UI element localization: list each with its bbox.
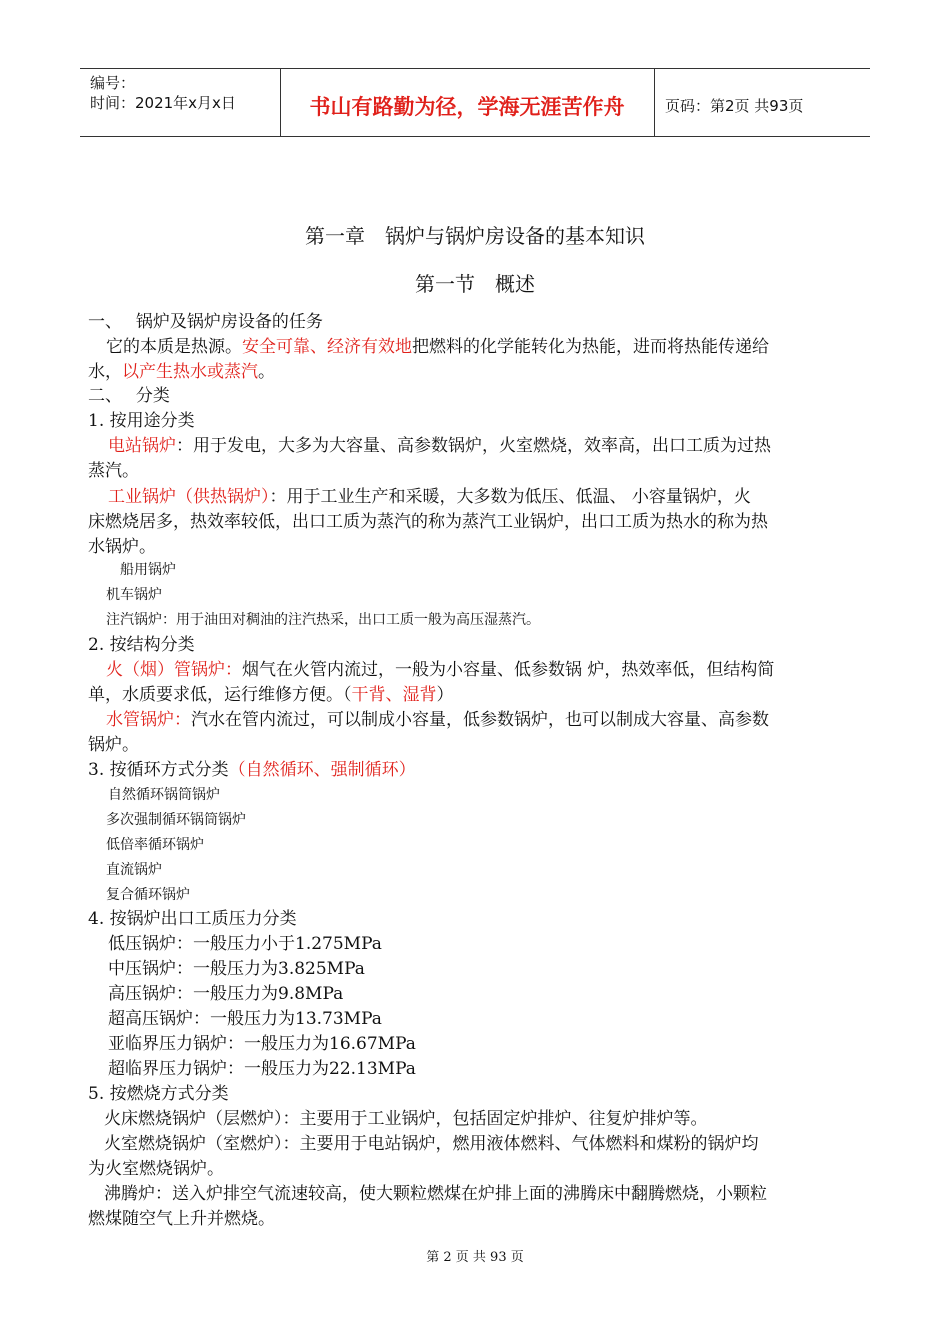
paragraph-line: 水锅炉。: [88, 537, 156, 557]
text-span: ：用于发电，大多为大容量、高参数锅炉，火室燃烧，效率高，出口工质为过热: [176, 436, 771, 456]
paragraph-line: 火床燃烧锅炉（层燃炉）：主要用于工业锅炉，包括固定炉排炉、往复炉排炉等。: [104, 1109, 708, 1129]
highlight-text: 电站锅炉: [108, 436, 176, 456]
subsection-heading: 2. 按结构分类: [88, 635, 195, 655]
highlight-text: 工业锅炉（供热锅炉）: [108, 487, 270, 507]
text-span: ：用于工业生产和采暖，大多数为低压、低温、 小容量锅炉，火: [269, 487, 751, 507]
subsection-heading: [88, 760, 416, 780]
highlight-text: 火（烟）管锅炉：: [106, 660, 242, 680]
highlight-text: 安全可靠、经济有效地: [242, 337, 412, 357]
page-header: [80, 68, 870, 137]
text-span: 水，: [88, 362, 122, 382]
highlight-text: 干背、湿背: [351, 685, 437, 705]
list-item: 超临界压力锅炉：一般压力为22.13MPa: [108, 1059, 416, 1079]
list-item: 低压锅炉：一般压力小于1.275MPa: [108, 934, 382, 954]
list-item: 高压锅炉：一般压力为9.8MPa: [108, 984, 344, 1004]
paragraph-line: [88, 685, 454, 705]
subsection-heading: 4. 按锅炉出口工质压力分类: [88, 909, 297, 929]
list-item: 低倍率循环锅炉: [106, 837, 204, 853]
document-date: 时间：2021年x月x日: [90, 94, 236, 112]
list-item: 亚临界压力锅炉：一般压力为16.67MPa: [108, 1034, 416, 1054]
text-span: 它的本质是热源。: [106, 337, 242, 357]
paragraph-line: 蒸汽。: [88, 461, 139, 481]
paragraph-line: [108, 487, 751, 507]
list-item: 注汽锅炉：用于油田对稠油的注汽热采，出口工质一般为高压湿蒸汽。: [106, 612, 540, 628]
section-title: 第一节 概述: [415, 272, 535, 296]
list-item: 超高压锅炉：一般压力为13.73MPa: [108, 1009, 382, 1029]
document-code: 编号：: [90, 74, 136, 92]
list-item: 机车锅炉: [106, 587, 162, 603]
paragraph-line: 锅炉。: [88, 735, 139, 755]
paragraph-line: [106, 660, 774, 680]
text-span: ）: [436, 685, 454, 705]
paragraph-line: 床燃烧居多，热效率较低，出口工质为蒸汽的称为蒸汽工业锅炉，出口工质为热水的称为热: [88, 512, 768, 532]
list-item: 中压锅炉：一般压力为3.825MPa: [108, 959, 365, 979]
text-span: 把燃料的化学能转化为热能，进而将热能传递给: [412, 337, 769, 357]
text-span: 。: [258, 362, 275, 382]
text-span: 烟气在火管内流过，一般为小容量、低参数锅 炉，热效率低，但结构简: [242, 660, 775, 680]
paragraph-line: [108, 436, 771, 456]
paragraph-line: [88, 362, 275, 382]
paragraph-line: [106, 337, 769, 357]
paragraph-line: 为火室燃烧锅炉。: [88, 1159, 224, 1179]
page-footer: 第 2 页 共 93 页: [426, 1250, 524, 1265]
highlight-text: 水管锅炉：: [106, 710, 191, 730]
highlight-text: （自然循环、强制循环）: [228, 760, 416, 780]
subsection-heading: 5. 按燃烧方式分类: [88, 1084, 229, 1104]
list-item: 直流锅炉: [106, 862, 162, 878]
text-span: 单，水质要求低，运行维修方便。（: [88, 685, 352, 705]
list-item: 复合循环锅炉: [106, 887, 190, 903]
chapter-title: 第一章 锅炉与锅炉房设备的基本知识: [305, 224, 645, 248]
section-heading: 二、 分类: [88, 386, 170, 406]
text-span: 汽水在管内流过，可以制成小容量，低参数锅炉，也可以制成大容量、高参数: [191, 710, 769, 730]
highlight-text: 以产生热水或蒸汽: [122, 362, 258, 382]
paragraph-line: [106, 710, 769, 730]
header-page-number: 页码：第2页 共93页: [665, 97, 804, 115]
list-item: 多次强制循环锅筒锅炉: [106, 812, 246, 828]
list-item: 船用锅炉: [120, 562, 176, 578]
section-heading: 一、 锅炉及锅炉房设备的任务: [88, 312, 323, 332]
text-span: 3. 按循环方式分类: [88, 760, 229, 780]
header-motto: 书山有路勤为径，学海无涯苦作舟: [309, 95, 625, 119]
header-divider: [654, 69, 655, 136]
list-item: 自然循环锅筒锅炉: [108, 787, 220, 803]
paragraph-line: 火室燃烧锅炉（室燃炉）：主要用于电站锅炉，燃用液体燃料、气体燃料和煤粉的锅炉均: [104, 1134, 759, 1154]
paragraph-line: 沸腾炉：送入炉排空气流速较高，使大颗粒燃煤在炉排上面的沸腾床中翻腾燃烧，小颗粒: [104, 1184, 767, 1204]
paragraph-line: 燃煤随空气上升并燃烧。: [88, 1209, 275, 1229]
subsection-heading: 1. 按用途分类: [88, 411, 195, 431]
